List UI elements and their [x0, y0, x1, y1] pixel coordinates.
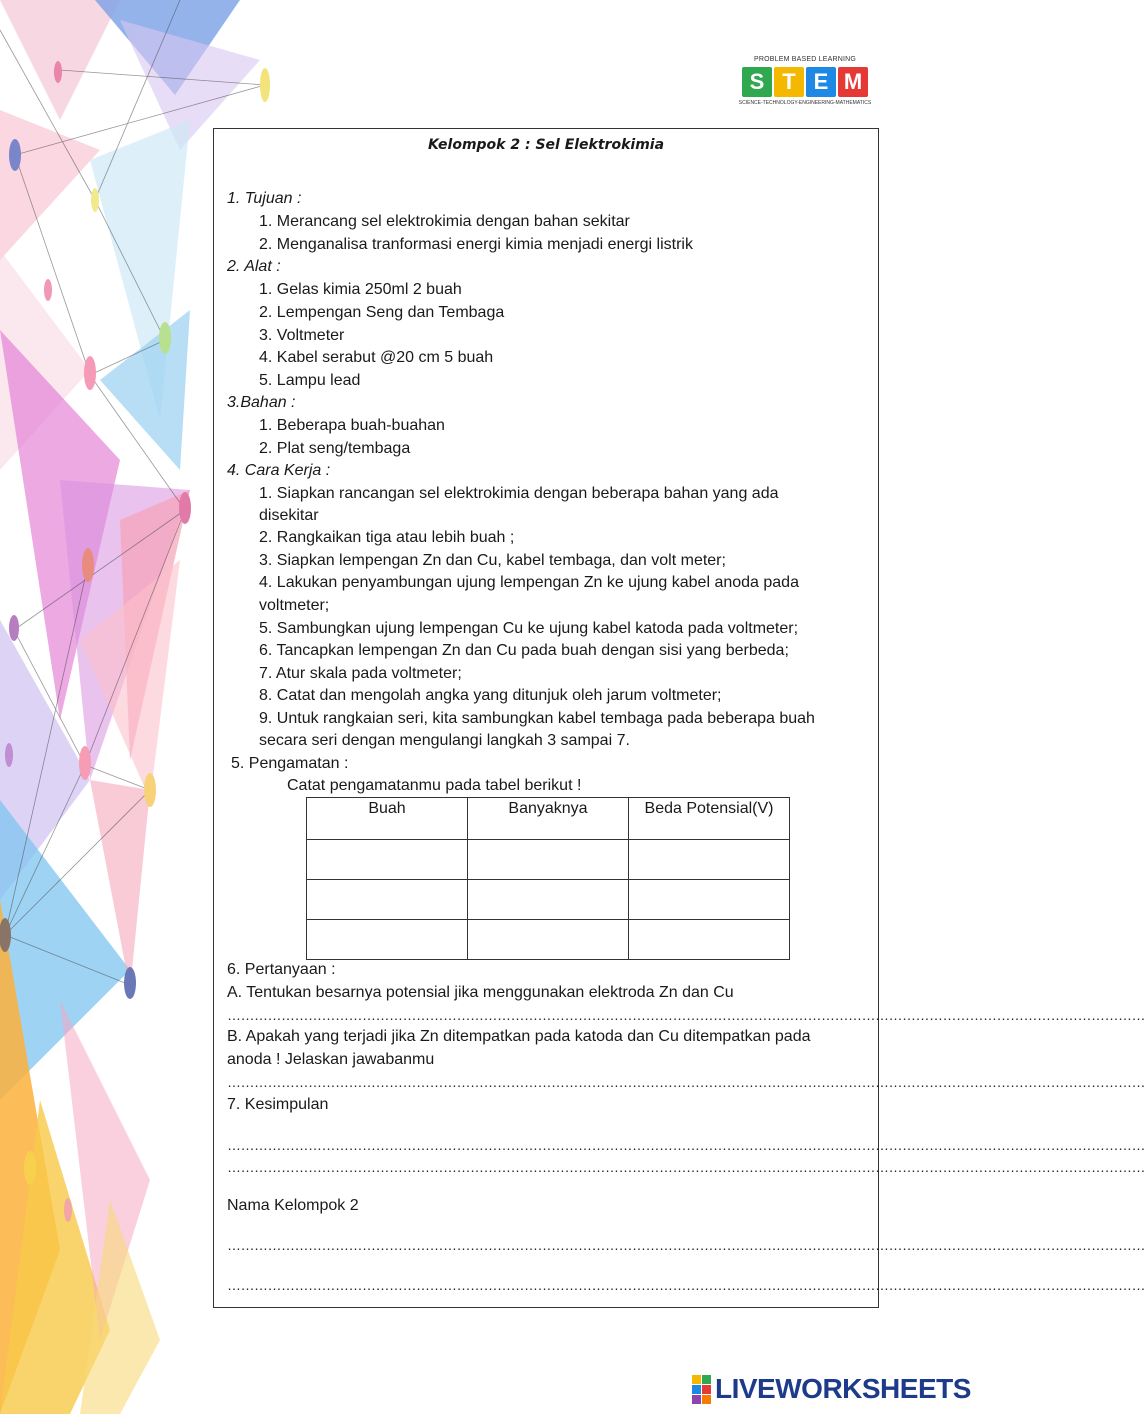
table-header-row	[307, 798, 790, 840]
stem-logo-subtitle: SCIENCE-TECHNOLOGY-ENGINEERING-MATHEMATICS	[738, 100, 872, 106]
stem-logo-caption: PROBLEM BASED LEARNING	[753, 56, 857, 63]
bahan-item: 1. Beberapa buah-buahan	[259, 417, 445, 434]
stem-logo	[738, 56, 872, 126]
answer-line-a[interactable]: ……………………………………………………………………………………………………………………………………………………………………………………	[227, 1007, 1145, 1023]
cara-kerja-line: 6. Tancapkan lempengan Zn dan Cu pada buah dengan sisi yang berbeda;	[259, 642, 789, 659]
table-cell[interactable]	[629, 840, 790, 880]
column-header-buah: Buah	[307, 798, 468, 840]
column-header-beda-potensial: Beda Potensial(V)	[629, 798, 790, 840]
column-header-banyaknya: Banyaknya	[468, 798, 629, 840]
alat-heading: 2. Alat :	[227, 258, 281, 275]
cara-kerja-line: 4. Lakukan penyambungan ujung lempengan Zn ke ujung kabel anoda pada	[259, 574, 799, 591]
table-cell[interactable]	[307, 880, 468, 920]
alat-item: 2. Lempengan Seng dan Tembaga	[259, 304, 505, 321]
alat-item: 3. Voltmeter	[259, 327, 345, 344]
stem-letter-m: M	[838, 67, 868, 97]
cara-kerja-line: voltmeter;	[259, 597, 330, 614]
cara-kerja-line: 7. Atur skala pada voltmeter;	[259, 665, 462, 682]
pengamatan-instruction: Catat pengamatanmu pada tabel berikut !	[287, 777, 582, 794]
stem-letter-s: S	[742, 67, 772, 97]
table-cell[interactable]	[307, 920, 468, 960]
tujuan-item: 2. Menganalisa tranformasi energi kimia menjadi energi listrik	[259, 236, 693, 253]
pengamatan-heading: 5. Pengamatan :	[231, 755, 349, 772]
cara-kerja-line: 3. Siapkan lempengan Zn dan Cu, kabel tembaga, dan volt meter;	[259, 552, 726, 569]
page-title: Kelompok 2 : Sel Elektrokimia	[427, 137, 665, 153]
table-row	[307, 920, 790, 960]
table-row	[307, 840, 790, 880]
nama-line[interactable]: ……………………………………………………………………………………………………………………………………………………………………………………	[227, 1277, 1145, 1293]
cara-kerja-line: 8. Catat dan mengolah angka yang ditunjuk oleh jarum voltmeter;	[259, 687, 722, 704]
question-b-line1: B. Apakah yang terjadi jika Zn ditempatkan pada katoda dan Cu ditempatkan pada	[227, 1028, 811, 1045]
cara-kerja-line: disekitar	[259, 507, 319, 524]
table-cell[interactable]	[468, 880, 629, 920]
pertanyaan-heading: 6. Pertanyaan :	[227, 961, 336, 978]
table-cell[interactable]	[629, 920, 790, 960]
table-cell[interactable]	[307, 840, 468, 880]
alat-item: 4. Kabel serabut @20 cm 5 buah	[259, 349, 494, 366]
cara-kerja-line: secara seri dengan mengulangi langkah 3 sampai 7.	[259, 732, 630, 749]
question-b-line2: anoda ! Jelaskan jawabanmu	[227, 1051, 435, 1068]
bahan-item: 2. Plat seng/tembaga	[259, 440, 411, 457]
stem-letter-t: T	[774, 67, 804, 97]
alat-item: 5. Lampu lead	[259, 372, 361, 389]
kesimpulan-heading: 7. Kesimpulan	[227, 1096, 329, 1113]
tujuan-heading: 1. Tujuan :	[227, 190, 302, 207]
table-cell[interactable]	[468, 840, 629, 880]
cara-kerja-heading: 4. Cara Kerja :	[227, 462, 331, 479]
observation-table	[306, 797, 790, 960]
cara-kerja-line: 2. Rangkaikan tiga atau lebih buah ;	[259, 529, 515, 546]
bahan-heading: 3.Bahan :	[227, 394, 296, 411]
liveworksheets-logo-icon	[692, 1375, 711, 1404]
nama-kelompok-heading: Nama Kelompok 2	[227, 1197, 359, 1214]
stem-letters	[738, 67, 872, 97]
liveworksheets-brand	[692, 1374, 971, 1404]
stem-letter-e: E	[806, 67, 836, 97]
answer-line-b[interactable]: ……………………………………………………………………………………………………………………………………………………………………………………	[227, 1074, 1145, 1090]
cara-kerja-line: 5. Sambungkan ujung lempengan Cu ke ujung kabel katoda pada voltmeter;	[259, 620, 799, 637]
tujuan-item: 1. Merancang sel elektrokimia dengan bahan sekitar	[259, 213, 630, 230]
alat-item: 1. Gelas kimia 250ml 2 buah	[259, 281, 462, 298]
kesimpulan-line[interactable]: ……………………………………………………………………………………………………………………………………………………………………………………	[227, 1159, 1145, 1175]
cara-kerja-line: 1. Siapkan rancangan sel elektrokimia dengan beberapa bahan yang ada	[259, 485, 779, 502]
liveworksheets-wordmark: LIVEWORKSHEETS	[715, 1373, 971, 1404]
table-cell[interactable]	[629, 880, 790, 920]
table-row	[307, 880, 790, 920]
question-a: A. Tentukan besarnya potensial jika menggunakan elektroda Zn dan Cu	[227, 984, 734, 1001]
worksheet-box	[213, 128, 1145, 1308]
cara-kerja-line: 9. Untuk rangkaian seri, kita sambungkan kabel tembaga pada beberapa buah	[259, 710, 815, 727]
nama-line[interactable]: ……………………………………………………………………………………………………………………………………………………………………………………	[227, 1237, 1145, 1253]
table-cell[interactable]	[468, 920, 629, 960]
kesimpulan-line[interactable]: ……………………………………………………………………………………………………………………………………………………………………………………	[227, 1137, 1145, 1153]
